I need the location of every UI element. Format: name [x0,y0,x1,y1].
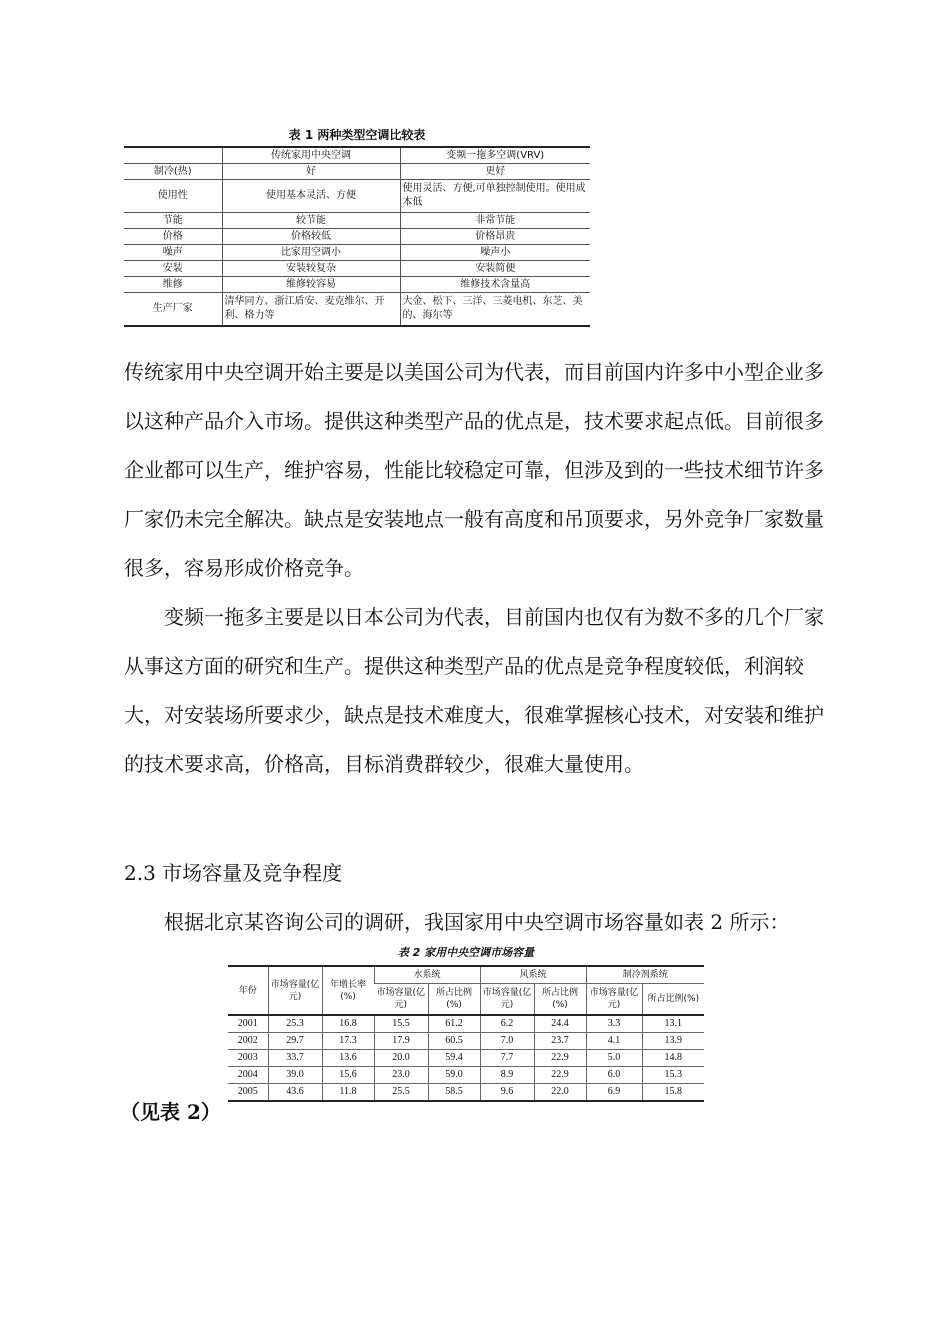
table-header-cell: 所占比例(%) [534,984,586,1016]
table-cell: 使用灵活、方便,可单独控制使用。使用成本低 [400,180,590,213]
table-cell: 价格 [124,229,222,245]
table-cell: 60.5 [428,1033,480,1050]
table-cell: 安装简便 [400,261,590,277]
table-cell: 61.2 [428,1015,480,1033]
table-header-cell: 所占比例(%) [642,984,704,1016]
table-cell: 24.4 [534,1015,586,1033]
table-cell: 9.6 [480,1084,534,1102]
table-cell: 20.0 [374,1050,428,1067]
table-row [228,1084,704,1102]
table-header-cell: 市场容量(亿元) [374,984,428,1016]
table-cell: 非常节能 [400,213,590,229]
table-cell: 安装较复杂 [222,261,400,277]
table-cell: 25.5 [374,1084,428,1102]
table-cell: 59.0 [428,1067,480,1084]
table-cell: 2002 [228,1033,268,1050]
table-cell: 使用性 [124,180,222,213]
table-cell: 生产厂家 [124,293,222,327]
table-cell: 7.0 [480,1033,534,1050]
table-row [124,293,590,327]
table-cell: 比家用空调小 [222,245,400,261]
table-row [124,245,590,261]
table-cell: 7.7 [480,1050,534,1067]
comparison-table [124,146,590,327]
table-cell: 清华同方、浙江盾安、麦克维尔、开利、格力等 [222,293,400,327]
table-cell: 价格昂贵 [400,229,590,245]
table-cell: 5.0 [586,1050,642,1067]
see-table-note: （见表 2） [120,1100,221,1124]
table-cell: 6.2 [480,1015,534,1033]
table-header-cell: 所占比例(%) [428,984,480,1016]
table-header-cell: 市场容量(亿元) [586,984,642,1016]
table-header-cell: 风系统 [480,966,586,984]
table-row [124,213,590,229]
table-row [228,1015,704,1033]
table-cell: 15.5 [374,1015,428,1033]
table-cell: 58.5 [428,1084,480,1102]
section-heading: 2.3 市场容量及竞争程度 [124,861,343,885]
table-row [124,164,590,180]
table-header-cell: 市场容量(亿元) [268,966,322,1015]
table-cell: 23.7 [534,1033,586,1050]
table-cell: 节能 [124,213,222,229]
table-cell: 噪声 [124,245,222,261]
table-cell: 价格较低 [222,229,400,245]
market-capacity-table [228,965,704,1102]
table-cell: 2005 [228,1084,268,1102]
table-cell: 2004 [228,1067,268,1084]
table-cell: 8.9 [480,1067,534,1084]
table-cell: 33.7 [268,1050,322,1067]
table-cell: 变频一拖多空调(VRV) [400,147,590,164]
table-cell: 11.8 [322,1084,374,1102]
table-cell: 维修技术含量高 [400,277,590,293]
table-cell: 22.9 [534,1067,586,1084]
table-cell: 13.1 [642,1015,704,1033]
table-cell: 更好 [400,164,590,180]
table-cell: 使用基本灵活、方便 [222,180,400,213]
table2-title: 表 2 家用中央空调市场容量 [397,946,535,959]
table-cell: 17.9 [374,1033,428,1050]
table-cell: 17.3 [322,1033,374,1050]
table-cell: 4.1 [586,1033,642,1050]
table-cell: 59.4 [428,1050,480,1067]
table-cell: 29.7 [268,1033,322,1050]
table-row [124,180,590,213]
table-header-cell: 市场容量(亿元) [480,984,534,1016]
table-header-row [228,966,704,984]
table-header-cell: 年增长率(%) [322,966,374,1015]
table-cell: 2001 [228,1015,268,1033]
table-cell: 43.6 [268,1084,322,1102]
table-row [124,261,590,277]
table-row [124,277,590,293]
table-cell: 6.9 [586,1084,642,1102]
table1-title: 表 1 两种类型空调比较表 [288,128,426,142]
table-cell: 14.8 [642,1050,704,1067]
table-cell: 25.3 [268,1015,322,1033]
table-cell: 39.0 [268,1067,322,1084]
paragraph-traditional-ac: 传统家用中央空调开始主要是以美国公司为代表，而目前国内许多中小型企业多以这种产品介入市场。提供这种类型产品的优点是，技术要求起点低。目前很多企业都可以生产，维护容易，性能比较稳定可靠，但涉及到的一些技术细节许多厂家仍未完全解决。缺点是安装地点一般有高度和吊顶要求，另外竞争厂家数量很多，容易形成价格竞争。 [124,360,824,580]
table-cell [124,147,222,164]
table-cell: 安装 [124,261,222,277]
table-header-cell: 水系统 [374,966,480,984]
table-row [228,1033,704,1050]
paragraph-market-capacity: 根据北京某咨询公司的调研，我国家用中央空调市场容量如表 2 所示： [164,910,790,934]
table-cell: 15.6 [322,1067,374,1084]
paragraph-vrv-ac: 变频一拖多主要是以日本公司为代表，目前国内也仅有为数不多的几个厂家从事这方面的研究和生产。提供这种类型产品的优点是竞争程度较低，利润较大，对安装场所要求少，缺点是技术难度大，很难掌握核心技术，对安装和维护的技术要求高，价格高，目标消费群较少，很难大量使用。 [124,605,824,776]
table-cell: 维修较容易 [222,277,400,293]
table-cell: 2003 [228,1050,268,1067]
table-cell: 13.6 [322,1050,374,1067]
table-row [124,229,590,245]
table-row [228,1067,704,1084]
table-cell: 15.8 [642,1084,704,1102]
table-cell: 较节能 [222,213,400,229]
table-cell: 3.3 [586,1015,642,1033]
table-cell: 22.9 [534,1050,586,1067]
table-cell: 噪声小 [400,245,590,261]
table-cell: 15.3 [642,1067,704,1084]
table-cell: 13.9 [642,1033,704,1050]
table-cell: 好 [222,164,400,180]
table-cell: 大金、松下、三洋、三菱电机、东芝、美的、海尔等 [400,293,590,327]
table-header-row [124,147,590,164]
table-cell: 制冷(热) [124,164,222,180]
table-cell: 6.0 [586,1067,642,1084]
table-cell: 23.0 [374,1067,428,1084]
table-row [228,1050,704,1067]
table-cell: 16.8 [322,1015,374,1033]
table-cell: 维修 [124,277,222,293]
table-header-cell: 年份 [228,966,268,1015]
table-cell: 传统家用中央空调 [222,147,400,164]
table-cell: 22.0 [534,1084,586,1102]
table-header-cell: 制冷剂系统 [586,966,704,984]
